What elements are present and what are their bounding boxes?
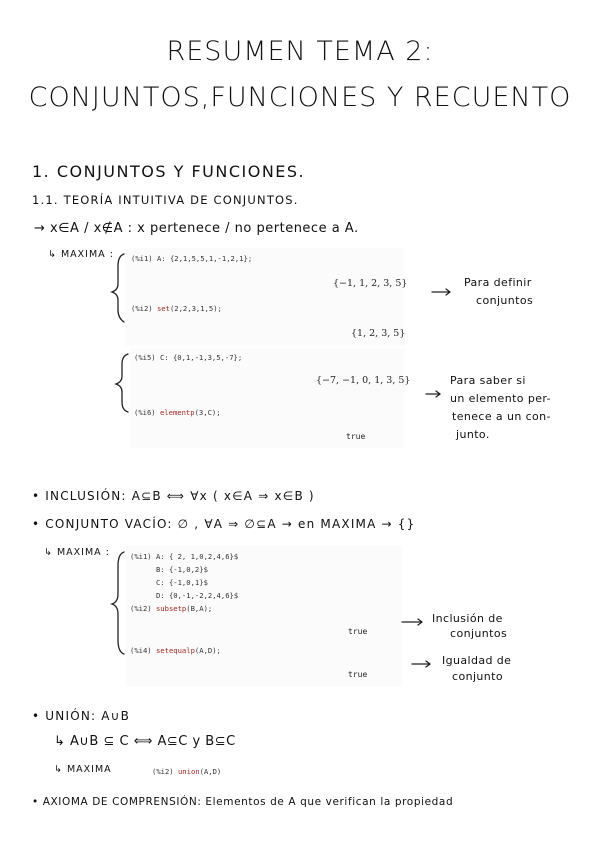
- inclusion-definition: • INCLUSIÓN: A⊆B ⟺ ∀x ( x∈A ⇒ x∈B ): [32, 489, 315, 503]
- code-line: (%i4) setequalp(A,D);: [130, 646, 221, 655]
- maxima-label: ↳ MAXIMA :: [48, 249, 114, 260]
- subsection-heading: 1.1. TEORÍA INTUITIVA DE CONJUNTOS.: [32, 193, 299, 207]
- note-line: tenece a un con-: [452, 410, 551, 423]
- code-line: (%i1) A: { 2, 1,0,2,4,6}$: [130, 552, 239, 561]
- code-line: (%i1) A: {2,1,5,5,1,-1,2,1};: [131, 254, 253, 263]
- code-line: (%i6) elementp(3,C);: [134, 408, 221, 417]
- arrow-icon: [432, 289, 450, 295]
- code-line: D: {0,-1,-2,2,4,6}$: [155, 591, 239, 600]
- brace-icon: [116, 354, 128, 412]
- output-set: {1, 2, 3, 5}: [351, 328, 406, 339]
- note-line: Inclusión de: [432, 612, 503, 625]
- output-set: {−7, −1, 0, 1, 3, 5}: [316, 375, 411, 386]
- note-line: Igualdad de: [442, 654, 512, 667]
- axiom-definition: • AXIOMA DE COMPRENSIÓN: Elementos de A que verifican la propiedad: [32, 796, 454, 808]
- output-boolean: true: [348, 627, 368, 636]
- arrow-icon: [402, 619, 422, 625]
- maxima-label: ↳ MAXIMA :: [44, 547, 110, 558]
- note-line: junto.: [456, 428, 490, 441]
- code-line: B: {-1,0,2}$: [155, 565, 208, 574]
- code-line: C: {-1,0,1}$: [155, 578, 208, 587]
- code-line: (%i5) C: {0,1,-1,3,5,-7};: [134, 353, 243, 362]
- note-line: conjuntos: [450, 627, 508, 640]
- note-line: Para definir: [464, 276, 532, 289]
- page-title-line1: RESUMEN TEMA 2:: [166, 36, 434, 67]
- brace-icon: [112, 552, 124, 654]
- membership-definition: → x∈A / x∉A : x pertenece / no pertenece a A.: [34, 221, 359, 236]
- arrow-icon: [426, 391, 440, 397]
- code-line: (%i2) set(2,2,3,1,5);: [131, 304, 222, 313]
- brace-icon: [112, 254, 124, 322]
- code-line: (%i2) union(A,D): [152, 767, 222, 776]
- empty-set-definition: • CONJUNTO VACÍO: ∅ , ∀A ⇒ ∅⊆A → en MAXIMA → {}: [32, 517, 416, 531]
- maxima-label: ↳ MAXIMA: [54, 764, 112, 775]
- union-rule: ↳ A∪B ⊆ C ⟺ A⊆C y B⊆C: [54, 734, 236, 749]
- note-line: conjuntos: [476, 294, 534, 307]
- note-line: conjunto: [452, 670, 503, 683]
- code-line: (%i2) subsetp(B,A);: [130, 604, 213, 613]
- section-heading: 1. CONJUNTOS Y FUNCIONES.: [32, 162, 306, 181]
- output-boolean: true: [346, 432, 366, 441]
- note-line: Para saber si: [450, 374, 526, 387]
- note-line: un elemento per-: [450, 392, 551, 405]
- arrow-icon: [412, 661, 430, 667]
- output-boolean: true: [348, 670, 368, 679]
- output-set: {−1, 1, 2, 3, 5}: [333, 278, 408, 289]
- union-heading: • UNIÓN: A∪B: [32, 709, 131, 723]
- page-title-line2: CONJUNTOS,FUNCIONES Y RECUENTO: [28, 82, 572, 113]
